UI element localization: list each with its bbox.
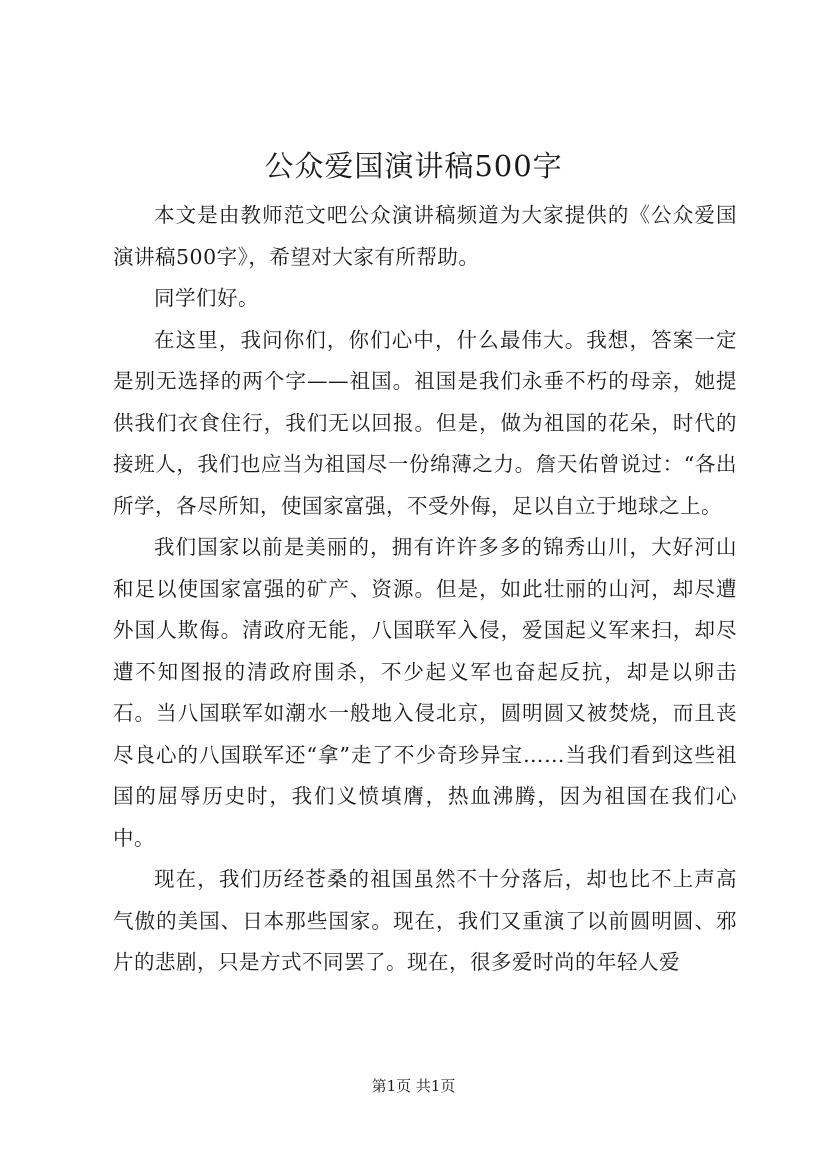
paragraph-intro: 本文是由教师范文吧公众演讲稿频道为大家提供的《公众爱国演讲稿500字》，希望对大家有所帮助。 xyxy=(113,203,737,269)
page-number-footer: 第1页 共1页 xyxy=(371,1077,456,1095)
document-title: 公众爱国演讲稿500字 xyxy=(264,149,563,183)
paragraph-motherland: 在这里，我问你们，你们心中，什么最伟大。我想，答案一定是别无选择的两个字——祖国。祖国是我们永垂不朽的母亲，她提供我们衣食住行，我们无以回报。但是，做为祖国的花朵，时代的接班人，我们也应当为祖国尽一份绵薄之力。詹天佑曾说过：“各出所学，各尽所知，使国家富强，不受外侮，足以自立于地球之上。 xyxy=(113,327,737,518)
document-body xyxy=(113,195,737,984)
paragraph-present: 现在，我们历经苍桑的祖国虽然不十分落后，却也比不上声高气傲的美国、日本那些国家。现在，我们又重演了以前圆明圆、邪片的悲剧，只是方式不同罢了。现在，很多爱时尚的年轻人爱 xyxy=(113,867,737,974)
paragraph-history: 我们国家以前是美丽的，拥有许许多多的锦秀山川，大好河山和足以使国家富强的矿产、资源。但是，如此壮丽的山河，却尽遭外国人欺侮。清政府无能，八国联军入侵，爱国起义军来扫，却尽遭不知图报的清政府围杀，不少起义军也奋起反抗，却是以卵击石。当八国联军如潮水一般地入侵北京，圆明圆又被焚烧，而且丧尽良心的八国联军还“拿”走了不少奇珍异宝……当我们看到这些祖国的屈辱历史时，我们义愤填膺，热血沸腾，因为祖国在我们心中。 xyxy=(113,535,737,850)
paragraph-greeting: 同学们好。 xyxy=(154,286,259,310)
